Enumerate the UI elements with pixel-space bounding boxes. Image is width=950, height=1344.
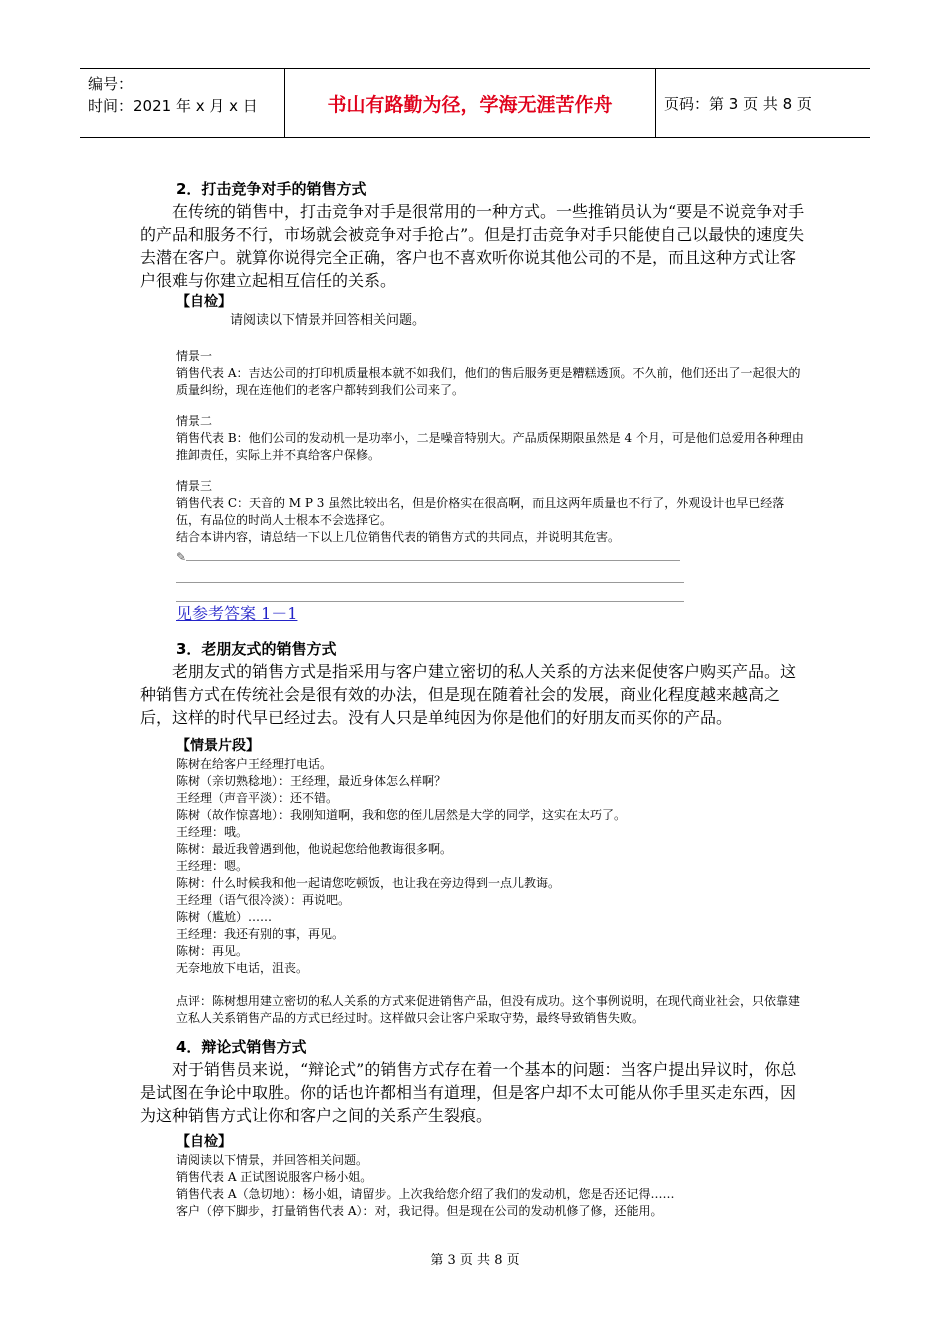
number-label: 编号：	[88, 75, 134, 93]
dialogue-line: 王经理（声音平淡）：还不错。	[176, 791, 339, 805]
dialogue-line: 王经理：我还有别的事，再见。	[176, 927, 345, 941]
self-check-2	[176, 1132, 808, 1220]
dialogue-line: 王经理（语气很冷淡）：再说吧。	[176, 893, 351, 907]
scene-1-text: 销售代表 A：吉达公司的打印机质量根本就不如我们，他们的售后服务更是糟糕透顶。不久前，他们还出了一起很大的质量纠纷，现在连他们的老客户都转到我们公司来了。	[176, 366, 801, 397]
instruction-text: 请阅读以下情景并回答相关问题。	[230, 313, 426, 328]
section-3	[140, 638, 808, 729]
self-check-tag: 【自检】	[176, 294, 232, 310]
answer-line[interactable]	[176, 582, 684, 583]
scene-2-title: 情景二	[176, 414, 213, 428]
check-line: 销售代表 A 正试图说服客户杨小姐。	[176, 1170, 373, 1184]
scene-fragment	[176, 736, 808, 1027]
dialogue-line: 陈树（尴尬）……	[176, 910, 273, 924]
self-check-tag: 【自检】	[176, 1134, 232, 1150]
pencil-icon: ✎	[176, 550, 187, 564]
dialogue-line: 王经理：哦。	[176, 825, 249, 839]
dialogue-line: 陈树（亲切熟稔地）：王经理，最近身体怎么样啊？	[176, 774, 447, 788]
page-header	[80, 68, 870, 138]
section-2-title: 2．打击竞争对手的销售方式	[176, 180, 367, 198]
section-3-title: 3．老朋友式的销售方式	[176, 640, 337, 658]
dialogue-line: 陈树：最近我曾遇到他，他说起您给他教诲很多啊。	[176, 842, 453, 856]
section-2	[140, 178, 808, 292]
answer-lines[interactable]	[176, 550, 684, 602]
dialogue-list	[176, 756, 808, 977]
self-check-1	[176, 292, 808, 329]
dialogue-line: 陈树：再见。	[176, 944, 249, 958]
header-meta	[88, 73, 278, 117]
scene-fragment-tag: 【情景片段】	[176, 738, 260, 754]
dialogue-line: 王经理：嗯。	[176, 859, 249, 873]
answer-line[interactable]	[186, 560, 680, 561]
dialogue-line: 陈树：什么时候我和他一起请您吃顿饭，也让我在旁边得到一点儿教诲。	[176, 876, 561, 890]
section-4-title: 4．辩论式销售方式	[176, 1038, 307, 1056]
scene-3-text: 销售代表 C：天音的 M P 3 虽然比较出名，但是价格实在很高啊，而且这两年质量也不行了，外观设计也早已经落伍，有品位的时尚人士根本不会选择它。	[176, 496, 785, 527]
header-motto: 书山有路勤为径，学海无涯苦作舟	[284, 69, 656, 137]
check-line: 请阅读以下情景，并回答相关问题。	[176, 1153, 369, 1167]
reference-answer-link[interactable]: 见参考答案 1－1	[176, 604, 298, 623]
section-3-paragraph: 老朋友式的销售方式是指采用与客户建立密切的私人关系的方法来促使客户购买产品。这种销售方式在传统社会是很有效的办法，但是现在随着社会的发展，商业化程度越来越高之后，这样的时代早已经过去。没有人只是单纯因为你是他们的好朋友而买你的产品。	[140, 662, 797, 727]
section-2-paragraph: 在传统的销售中，打击竞争对手是很常用的一种方式。一些推销员认为“要是不说竞争对手的产品和服务不行，市场就会被竞争对手抢占”。但是打击竞争对手只能使自己以最快的速度失去潜在客户。就算你说得完全正确，客户也不喜欢听你说其他公司的不是，而且这种方式让客户很难与你建立起相互信任的关系。	[140, 202, 805, 290]
section-4	[140, 1036, 808, 1127]
scenes	[176, 348, 808, 546]
check-line: 客户（停下脚步，打量销售代表 A）：对，我记得。但是现在公司的发动机修了修，还能用。	[176, 1204, 663, 1218]
scene-2-text: 销售代表 B：他们公司的发动机一是功率小，二是噪音特别大。产品质保期限虽然是 4 个月，可是他们总爱用各种理由推卸责任，实际上并不真给客户保修。	[176, 431, 804, 462]
dialogue-line: 陈树在给客户王经理打电话。	[176, 757, 333, 771]
section-4-paragraph: 对于销售员来说，“辩论式”的销售方式存在着一个基本的问题：当客户提出异议时，你总是试图在争论中取胜。你的话也许都相当有道理，但是客户却不太可能从你手里买走东西，因为这种销售方式让你和客户之间的关系产生裂痕。	[140, 1060, 797, 1125]
scene-1-title: 情景一	[176, 349, 213, 363]
dialogue-line: 无奈地放下电话，沮丧。	[176, 961, 309, 975]
scene-3-title: 情景三	[176, 479, 213, 493]
time-label: 时间：2021 年 x 月 x 日	[88, 97, 258, 115]
header-page-info: 页码：第 3 页 共 8 页	[664, 94, 812, 113]
dialogue-line: 陈树（故作惊喜地）：我刚知道啊，我和您的侄儿居然是大学的同学，这实在太巧了。	[176, 808, 627, 822]
page-footer: 第 3 页 共 8 页	[430, 1253, 520, 1268]
comment-text: 点评：陈树想用建立密切的私人关系的方式来促进销售产品，但没有成功。这个事例说明，在现代商业社会，只依靠建立私人关系销售产品的方式已经过时。这样做只会让客户采取守势，最终导致销售失败。	[176, 994, 801, 1025]
question-text: 结合本讲内容，请总结一下以上几位销售代表的销售方式的共同点，并说明其危害。	[176, 530, 621, 544]
check-line: 销售代表 A（急切地）：杨小姐，请留步。上次我给您介绍了我们的发动机，您是否还记得……	[176, 1187, 675, 1201]
